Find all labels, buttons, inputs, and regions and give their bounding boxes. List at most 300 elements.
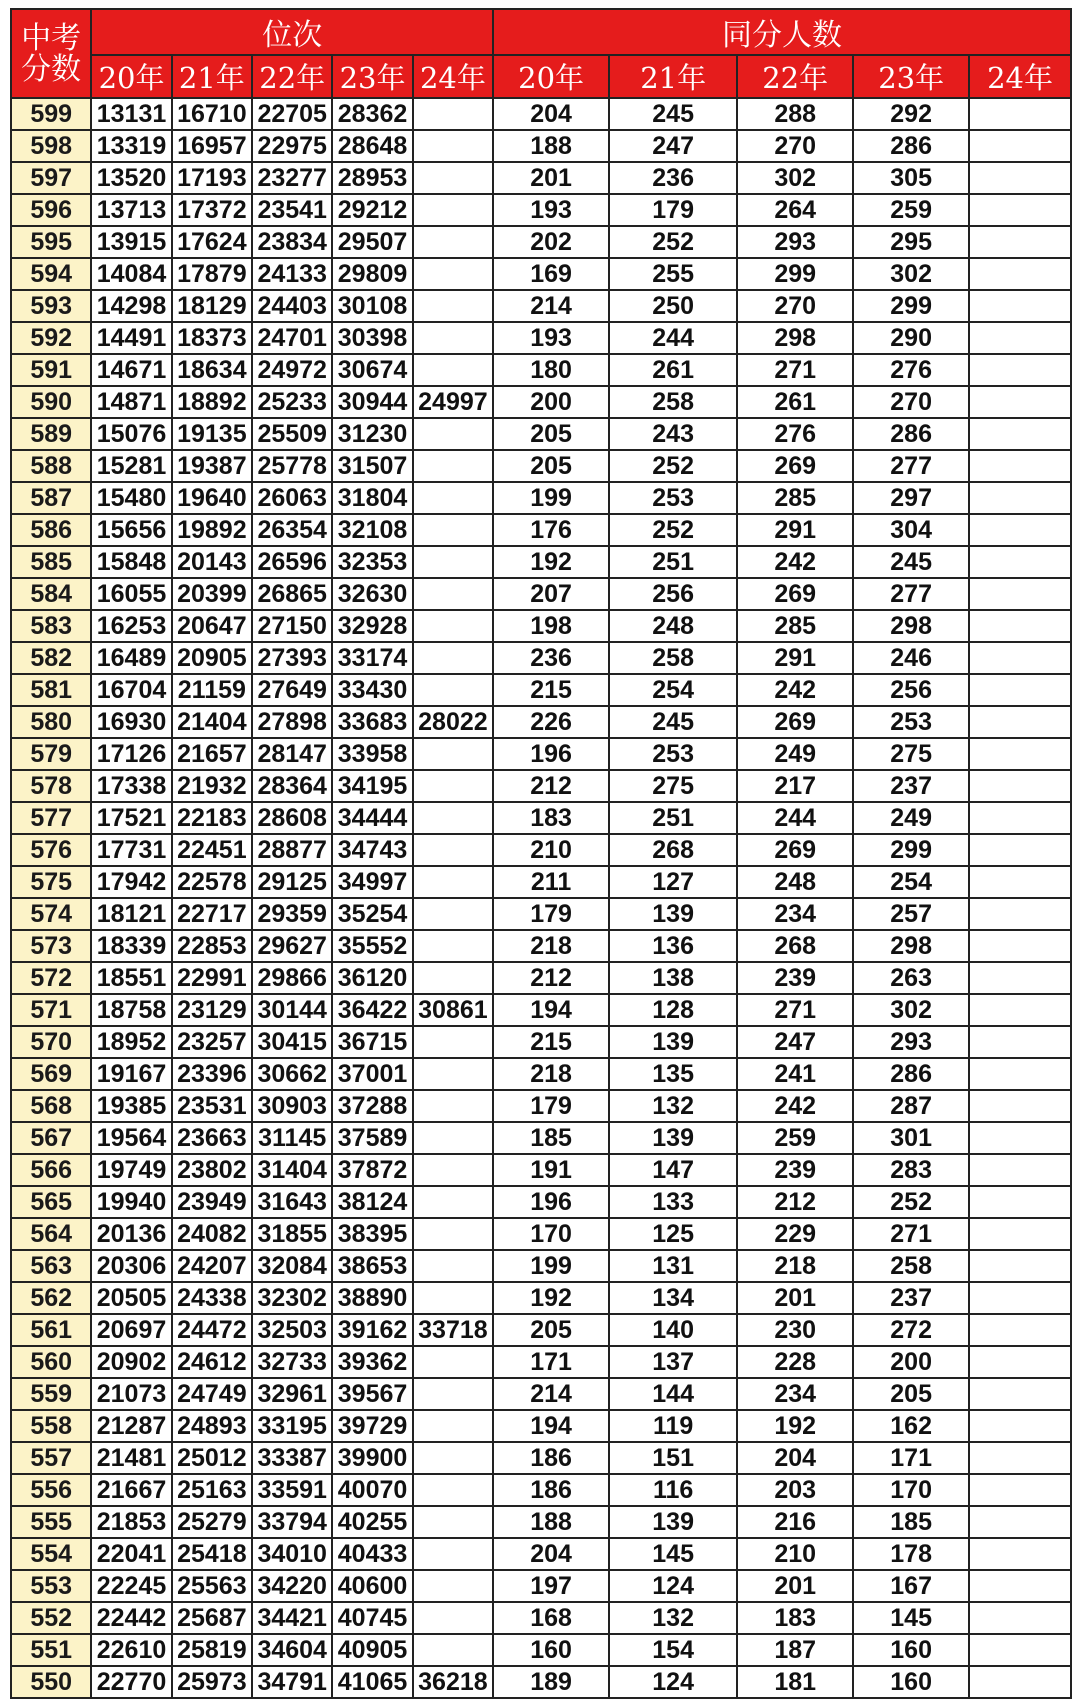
- table-row: [11, 1250, 1071, 1282]
- rank-22-cell: 30144: [252, 994, 332, 1026]
- table-row: [11, 1154, 1071, 1186]
- count-22-cell: 228: [737, 1346, 853, 1378]
- rank-20-cell: 22041: [91, 1538, 171, 1570]
- table-row: [11, 1218, 1071, 1250]
- rank-21-cell: 21657: [172, 738, 252, 770]
- count-24-cell: [969, 290, 1071, 322]
- count-22-cell: 201: [737, 1282, 853, 1314]
- count-23-cell: 237: [853, 770, 969, 802]
- count-20-cell: 197: [493, 1570, 609, 1602]
- table-row: [11, 770, 1071, 802]
- count-24-cell: [969, 674, 1071, 706]
- rank-year-header: 24年: [413, 55, 493, 98]
- rank-22-cell: 34791: [252, 1666, 332, 1698]
- count-22-cell: 270: [737, 130, 853, 162]
- count-21-cell: 136: [609, 930, 737, 962]
- count-22-cell: 302: [737, 162, 853, 194]
- rank-22-cell: 33195: [252, 1410, 332, 1442]
- count-21-cell: 138: [609, 962, 737, 994]
- count-24-cell: [969, 1442, 1071, 1474]
- rank-23-cell: 41065: [332, 1666, 412, 1698]
- count-22-cell: 268: [737, 930, 853, 962]
- rank-22-cell: 24701: [252, 322, 332, 354]
- count-23-cell: 275: [853, 738, 969, 770]
- rank-21-cell: 24207: [172, 1250, 252, 1282]
- count-23-cell: 256: [853, 674, 969, 706]
- score-cell: 581: [11, 674, 91, 706]
- rank-24-cell: [413, 1090, 493, 1122]
- count-21-cell: 125: [609, 1218, 737, 1250]
- count-24-cell: [969, 1282, 1071, 1314]
- rank-23-cell: 29507: [332, 226, 412, 258]
- rank-23-cell: 36715: [332, 1026, 412, 1058]
- rank-23-cell: 35552: [332, 930, 412, 962]
- score-cell: 556: [11, 1474, 91, 1506]
- rank-21-cell: 25163: [172, 1474, 252, 1506]
- same-score-count-group-header: 同分人数: [493, 9, 1071, 55]
- count-22-cell: 285: [737, 610, 853, 642]
- score-cell: 590: [11, 386, 91, 418]
- rank-21-cell: 19892: [172, 514, 252, 546]
- count-23-cell: 293: [853, 1026, 969, 1058]
- rank-22-cell: 25778: [252, 450, 332, 482]
- table-row: [11, 578, 1071, 610]
- rank-20-cell: 22245: [91, 1570, 171, 1602]
- rank-21-cell: 20143: [172, 546, 252, 578]
- count-21-cell: 133: [609, 1186, 737, 1218]
- count-22-cell: 234: [737, 898, 853, 930]
- count-23-cell: 245: [853, 546, 969, 578]
- score-cell: 578: [11, 770, 91, 802]
- rank-20-cell: 16704: [91, 674, 171, 706]
- table-row: [11, 610, 1071, 642]
- rank-23-cell: 33683: [332, 706, 412, 738]
- table-row: [11, 994, 1071, 1026]
- count-year-header: 20年: [493, 55, 609, 98]
- rank-23-cell: 28953: [332, 162, 412, 194]
- count-21-cell: 135: [609, 1058, 737, 1090]
- count-23-cell: 302: [853, 994, 969, 1026]
- rank-24-cell: [413, 354, 493, 386]
- rank-23-cell: 37872: [332, 1154, 412, 1186]
- score-cell: 555: [11, 1506, 91, 1538]
- rank-23-cell: 36422: [332, 994, 412, 1026]
- rank-21-cell: 22183: [172, 802, 252, 834]
- rank-21-cell: 23257: [172, 1026, 252, 1058]
- score-column-header: [11, 9, 91, 98]
- count-23-cell: 160: [853, 1634, 969, 1666]
- rank-21-cell: 16957: [172, 130, 252, 162]
- count-23-cell: 286: [853, 1058, 969, 1090]
- count-20-cell: 186: [493, 1442, 609, 1474]
- score-cell: 576: [11, 834, 91, 866]
- count-24-cell: [969, 1378, 1071, 1410]
- count-21-cell: 255: [609, 258, 737, 290]
- count-21-cell: 124: [609, 1666, 737, 1698]
- score-cell: 586: [11, 514, 91, 546]
- rank-23-cell: 30108: [332, 290, 412, 322]
- rank-22-cell: 31643: [252, 1186, 332, 1218]
- rank-24-cell: [413, 322, 493, 354]
- table-row: [11, 194, 1071, 226]
- score-cell: 582: [11, 642, 91, 674]
- rank-24-cell: 24997: [413, 386, 493, 418]
- count-23-cell: 205: [853, 1378, 969, 1410]
- count-20-cell: 204: [493, 98, 609, 130]
- rank-21-cell: 17372: [172, 194, 252, 226]
- rank-24-cell: [413, 290, 493, 322]
- rank-22-cell: 23541: [252, 194, 332, 226]
- count-22-cell: 288: [737, 98, 853, 130]
- rank-21-cell: 24749: [172, 1378, 252, 1410]
- rank-22-cell: 34220: [252, 1570, 332, 1602]
- rank-22-cell: 28364: [252, 770, 332, 802]
- rank-20-cell: 18339: [91, 930, 171, 962]
- score-cell: 572: [11, 962, 91, 994]
- rank-22-cell: 24972: [252, 354, 332, 386]
- rank-23-cell: 38124: [332, 1186, 412, 1218]
- table-body: [11, 98, 1071, 1698]
- rank-23-cell: 34444: [332, 802, 412, 834]
- rank-22-cell: 32733: [252, 1346, 332, 1378]
- count-22-cell: 248: [737, 866, 853, 898]
- count-23-cell: 286: [853, 418, 969, 450]
- count-year-header: 21年: [609, 55, 737, 98]
- count-22-cell: 299: [737, 258, 853, 290]
- rank-24-cell: [413, 1602, 493, 1634]
- rank-20-cell: 15281: [91, 450, 171, 482]
- count-23-cell: 299: [853, 290, 969, 322]
- rank-23-cell: 40070: [332, 1474, 412, 1506]
- rank-20-cell: 19564: [91, 1122, 171, 1154]
- count-20-cell: 214: [493, 1378, 609, 1410]
- rank-24-cell: [413, 1474, 493, 1506]
- count-24-cell: [969, 1218, 1071, 1250]
- table-row: [11, 162, 1071, 194]
- table-row: [11, 642, 1071, 674]
- count-24-cell: [969, 98, 1071, 130]
- rank-24-cell: [413, 98, 493, 130]
- rank-24-cell: [413, 834, 493, 866]
- count-22-cell: 183: [737, 1602, 853, 1634]
- score-cell: 583: [11, 610, 91, 642]
- count-23-cell: 292: [853, 98, 969, 130]
- count-23-cell: 249: [853, 802, 969, 834]
- count-22-cell: 234: [737, 1378, 853, 1410]
- rank-20-cell: 20902: [91, 1346, 171, 1378]
- score-cell: 558: [11, 1410, 91, 1442]
- count-23-cell: 162: [853, 1410, 969, 1442]
- count-22-cell: 247: [737, 1026, 853, 1058]
- rank-22-cell: 28608: [252, 802, 332, 834]
- rank-21-cell: 23949: [172, 1186, 252, 1218]
- rank-22-cell: 27649: [252, 674, 332, 706]
- count-24-cell: [969, 1666, 1071, 1698]
- count-21-cell: 236: [609, 162, 737, 194]
- rank-21-cell: 25012: [172, 1442, 252, 1474]
- rank-21-cell: 20905: [172, 642, 252, 674]
- count-24-cell: [969, 1602, 1071, 1634]
- score-cell: 585: [11, 546, 91, 578]
- count-21-cell: 251: [609, 546, 737, 578]
- rank-22-cell: 27393: [252, 642, 332, 674]
- count-21-cell: 116: [609, 1474, 737, 1506]
- count-23-cell: 295: [853, 226, 969, 258]
- rank-24-cell: [413, 1058, 493, 1090]
- rank-22-cell: 29359: [252, 898, 332, 930]
- count-20-cell: 198: [493, 610, 609, 642]
- count-20-cell: 199: [493, 482, 609, 514]
- count-year-header: 22年: [737, 55, 853, 98]
- rank-23-cell: 38653: [332, 1250, 412, 1282]
- count-20-cell: 168: [493, 1602, 609, 1634]
- count-24-cell: [969, 1634, 1071, 1666]
- rank-23-cell: 29809: [332, 258, 412, 290]
- count-21-cell: 132: [609, 1090, 737, 1122]
- table-row: [11, 1538, 1071, 1570]
- count-23-cell: 271: [853, 1218, 969, 1250]
- count-22-cell: 204: [737, 1442, 853, 1474]
- rank-21-cell: 18129: [172, 290, 252, 322]
- count-20-cell: 218: [493, 1058, 609, 1090]
- count-21-cell: 254: [609, 674, 737, 706]
- rank-24-cell: [413, 130, 493, 162]
- rank-24-cell: [413, 226, 493, 258]
- rank-22-cell: 34604: [252, 1634, 332, 1666]
- score-cell: 560: [11, 1346, 91, 1378]
- rank-22-cell: 31855: [252, 1218, 332, 1250]
- count-22-cell: 187: [737, 1634, 853, 1666]
- count-21-cell: 245: [609, 98, 737, 130]
- rank-21-cell: 24472: [172, 1314, 252, 1346]
- rank-20-cell: 20306: [91, 1250, 171, 1282]
- count-24-cell: [969, 1250, 1071, 1282]
- rank-22-cell: 24403: [252, 290, 332, 322]
- count-24-cell: [969, 738, 1071, 770]
- score-cell: 553: [11, 1570, 91, 1602]
- rank-22-cell: 27150: [252, 610, 332, 642]
- rank-23-cell: 40905: [332, 1634, 412, 1666]
- table-row: [11, 226, 1071, 258]
- rank-21-cell: 20647: [172, 610, 252, 642]
- score-label-line2: 分数: [21, 51, 82, 87]
- count-20-cell: 171: [493, 1346, 609, 1378]
- rank-21-cell: 17624: [172, 226, 252, 258]
- table-row: [11, 1506, 1071, 1538]
- count-23-cell: 167: [853, 1570, 969, 1602]
- count-24-cell: [969, 770, 1071, 802]
- score-cell: 562: [11, 1282, 91, 1314]
- rank-21-cell: 21404: [172, 706, 252, 738]
- rank-21-cell: 23802: [172, 1154, 252, 1186]
- count-24-cell: [969, 1186, 1071, 1218]
- count-21-cell: 139: [609, 898, 737, 930]
- count-21-cell: 252: [609, 450, 737, 482]
- score-cell: 557: [11, 1442, 91, 1474]
- rank-24-cell: [413, 930, 493, 962]
- rank-20-cell: 13520: [91, 162, 171, 194]
- rank-24-cell: 33718: [413, 1314, 493, 1346]
- count-23-cell: 246: [853, 642, 969, 674]
- rank-24-cell: [413, 1218, 493, 1250]
- rank-21-cell: 17879: [172, 258, 252, 290]
- rank-20-cell: 21073: [91, 1378, 171, 1410]
- rank-20-cell: 21481: [91, 1442, 171, 1474]
- count-20-cell: 169: [493, 258, 609, 290]
- rank-20-cell: 13131: [91, 98, 171, 130]
- rank-24-cell: [413, 1378, 493, 1410]
- score-cell: 554: [11, 1538, 91, 1570]
- table-row: [11, 1314, 1071, 1346]
- table-row: [11, 322, 1071, 354]
- count-24-cell: [969, 834, 1071, 866]
- count-24-cell: [969, 866, 1071, 898]
- count-23-cell: 160: [853, 1666, 969, 1698]
- rank-22-cell: 33591: [252, 1474, 332, 1506]
- table-row: [11, 1122, 1071, 1154]
- table-row: [11, 418, 1071, 450]
- table-row: [11, 1346, 1071, 1378]
- rank-22-cell: 31145: [252, 1122, 332, 1154]
- table-row: [11, 898, 1071, 930]
- rank-20-cell: 21667: [91, 1474, 171, 1506]
- rank-22-cell: 26063: [252, 482, 332, 514]
- rank-22-cell: 30415: [252, 1026, 332, 1058]
- rank-24-cell: [413, 674, 493, 706]
- count-24-cell: [969, 1314, 1071, 1346]
- rank-23-cell: 35254: [332, 898, 412, 930]
- rank-group-header: 位次: [91, 9, 493, 55]
- rank-21-cell: 22853: [172, 930, 252, 962]
- count-24-cell: [969, 546, 1071, 578]
- rank-22-cell: 22705: [252, 98, 332, 130]
- table-row: [11, 386, 1071, 418]
- rank-21-cell: 25973: [172, 1666, 252, 1698]
- rank-24-cell: [413, 1538, 493, 1570]
- count-23-cell: 145: [853, 1602, 969, 1634]
- count-24-cell: [969, 802, 1071, 834]
- count-20-cell: 212: [493, 770, 609, 802]
- rank-24-cell: [413, 1346, 493, 1378]
- count-22-cell: 269: [737, 834, 853, 866]
- rank-20-cell: 16253: [91, 610, 171, 642]
- rank-24-cell: [413, 898, 493, 930]
- rank-20-cell: 20505: [91, 1282, 171, 1314]
- count-22-cell: 229: [737, 1218, 853, 1250]
- rank-20-cell: 14871: [91, 386, 171, 418]
- table-row: [11, 482, 1071, 514]
- rank-21-cell: 21159: [172, 674, 252, 706]
- rank-21-cell: 23663: [172, 1122, 252, 1154]
- rank-22-cell: 33794: [252, 1506, 332, 1538]
- count-24-cell: [969, 450, 1071, 482]
- rank-24-cell: [413, 1410, 493, 1442]
- count-21-cell: 139: [609, 1026, 737, 1058]
- count-22-cell: 218: [737, 1250, 853, 1282]
- rank-23-cell: 31507: [332, 450, 412, 482]
- count-20-cell: 226: [493, 706, 609, 738]
- rank-22-cell: 30903: [252, 1090, 332, 1122]
- table-row: [11, 738, 1071, 770]
- count-23-cell: 270: [853, 386, 969, 418]
- score-cell: 579: [11, 738, 91, 770]
- rank-20-cell: 20136: [91, 1218, 171, 1250]
- count-22-cell: 293: [737, 226, 853, 258]
- score-cell: 598: [11, 130, 91, 162]
- rank-20-cell: 16930: [91, 706, 171, 738]
- rank-24-cell: [413, 1122, 493, 1154]
- rank-20-cell: 22770: [91, 1666, 171, 1698]
- rank-21-cell: 24082: [172, 1218, 252, 1250]
- count-24-cell: [969, 1154, 1071, 1186]
- count-22-cell: 217: [737, 770, 853, 802]
- count-24-cell: [969, 258, 1071, 290]
- table-row: [11, 1442, 1071, 1474]
- rank-23-cell: 30398: [332, 322, 412, 354]
- count-23-cell: 259: [853, 194, 969, 226]
- table-row: [11, 1634, 1071, 1666]
- table-header: [11, 9, 1071, 98]
- count-20-cell: 214: [493, 290, 609, 322]
- count-21-cell: 128: [609, 994, 737, 1026]
- table-row: [11, 258, 1071, 290]
- count-20-cell: 215: [493, 1026, 609, 1058]
- rank-21-cell: 25279: [172, 1506, 252, 1538]
- count-23-cell: 253: [853, 706, 969, 738]
- count-20-cell: 192: [493, 546, 609, 578]
- count-20-cell: 194: [493, 1410, 609, 1442]
- rank-20-cell: 18758: [91, 994, 171, 1026]
- count-22-cell: 269: [737, 578, 853, 610]
- rank-22-cell: 23834: [252, 226, 332, 258]
- table-row: [11, 1410, 1071, 1442]
- count-23-cell: 237: [853, 1282, 969, 1314]
- count-24-cell: [969, 1122, 1071, 1154]
- rank-20-cell: 22442: [91, 1602, 171, 1634]
- count-22-cell: 298: [737, 322, 853, 354]
- score-cell: 597: [11, 162, 91, 194]
- rank-23-cell: 33958: [332, 738, 412, 770]
- count-24-cell: [969, 1058, 1071, 1090]
- rank-year-header: 23年: [332, 55, 412, 98]
- rank-20-cell: 15848: [91, 546, 171, 578]
- table-row: [11, 354, 1071, 386]
- score-rank-table: [10, 8, 1072, 1699]
- count-23-cell: 302: [853, 258, 969, 290]
- count-23-cell: 272: [853, 1314, 969, 1346]
- count-21-cell: 131: [609, 1250, 737, 1282]
- rank-21-cell: 19135: [172, 418, 252, 450]
- count-23-cell: 257: [853, 898, 969, 930]
- count-22-cell: 261: [737, 386, 853, 418]
- count-23-cell: 283: [853, 1154, 969, 1186]
- rank-20-cell: 16055: [91, 578, 171, 610]
- count-23-cell: 298: [853, 930, 969, 962]
- count-24-cell: [969, 1346, 1071, 1378]
- count-year-header: 24年: [969, 55, 1071, 98]
- count-20-cell: 205: [493, 1314, 609, 1346]
- rank-20-cell: 17338: [91, 770, 171, 802]
- count-22-cell: 291: [737, 642, 853, 674]
- rank-24-cell: [413, 482, 493, 514]
- count-20-cell: 185: [493, 1122, 609, 1154]
- count-20-cell: 191: [493, 1154, 609, 1186]
- count-20-cell: 192: [493, 1282, 609, 1314]
- rank-20-cell: 15480: [91, 482, 171, 514]
- count-21-cell: 244: [609, 322, 737, 354]
- rank-23-cell: 30674: [332, 354, 412, 386]
- rank-24-cell: 30861: [413, 994, 493, 1026]
